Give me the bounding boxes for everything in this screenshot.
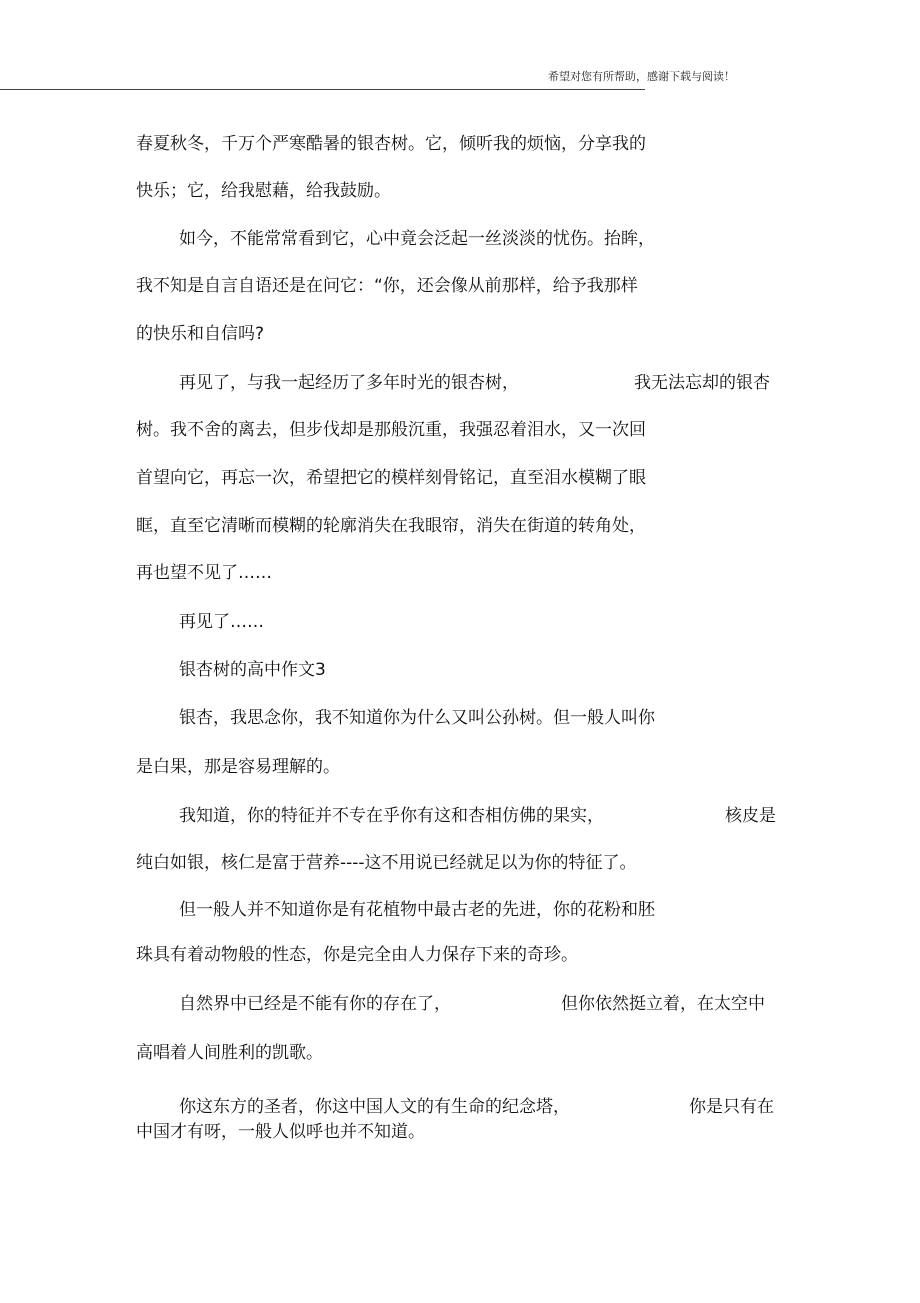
text-line: 核皮是 [725,806,776,826]
text-line: 自然界中已经是不能有你的存在了， [179,994,451,1014]
section-heading: 银杏树的高中作文3 [179,660,326,680]
text-line: 中国才有呀，一般人似呼也并不知道。 [136,1122,425,1142]
header-note: 希望对您有所帮助，感谢下载与阅读！ [548,70,735,83]
text-line: 再见了…… [179,612,264,632]
text-line: 再见了，与我一起经历了多年时光的银杏树， [179,373,519,393]
text-line: 高唱着人间胜利的凯歌。 [136,1043,323,1063]
text-line: 是白果，那是容易理解的。 [136,757,340,777]
text-line: 我不知是自言自语还是在问它：“你，还会像从前那样，给予我那样 [136,276,638,296]
text-line: 春夏秋冬，千万个严寒酷暑的银杏树。它，倾听我的烦恼，分享我的 [136,134,646,154]
text-line: 你是只有在 [689,1097,774,1117]
text-line: 但一般人并不知道你是有花植物中最古老的先进，你的花粉和胚 [179,900,655,920]
text-line: 树。我不舍的离去，但步伐却是那般沉重，我强忍着泪水，又一次回 [136,420,646,440]
header-divider [0,89,645,90]
text-line: 珠具有着动物般的性态，你是完全由人力保存下来的奇珍。 [136,945,578,965]
text-line: 但你依然挺立着，在太空中 [561,994,765,1014]
text-line: 我无法忘却的银杏 [634,373,770,393]
text-line: 纯白如银，核仁是富于营养----这不用说已经就足以为你的特征了。 [136,853,637,873]
text-line: 我知道，你的特征并不专在乎你有这和杏相仿佛的果实， [179,806,604,826]
text-line: 快乐；它，给我慰藉，给我鼓励。 [136,181,391,201]
text-line: 眶，直至它清晰而模糊的轮廓消失在我眼帘，消失在街道的转角处， [136,516,646,536]
text-line: 你这东方的圣者，你这中国人文的有生命的纪念塔， [179,1097,570,1117]
text-line: 银杏，我思念你，我不知道你为什么又叫公孙树。但一般人叫你 [179,708,655,728]
text-line: 如今，不能常常看到它，心中竟会泛起一丝淡淡的忧伤。抬眸， [179,229,655,249]
text-line: 首望向它，再忘一次，希望把它的模样刻骨铭记，直至泪水模糊了眼 [136,468,646,488]
text-line: 的快乐和自信吗? [136,324,265,344]
text-line: 再也望不见了…… [136,563,272,583]
